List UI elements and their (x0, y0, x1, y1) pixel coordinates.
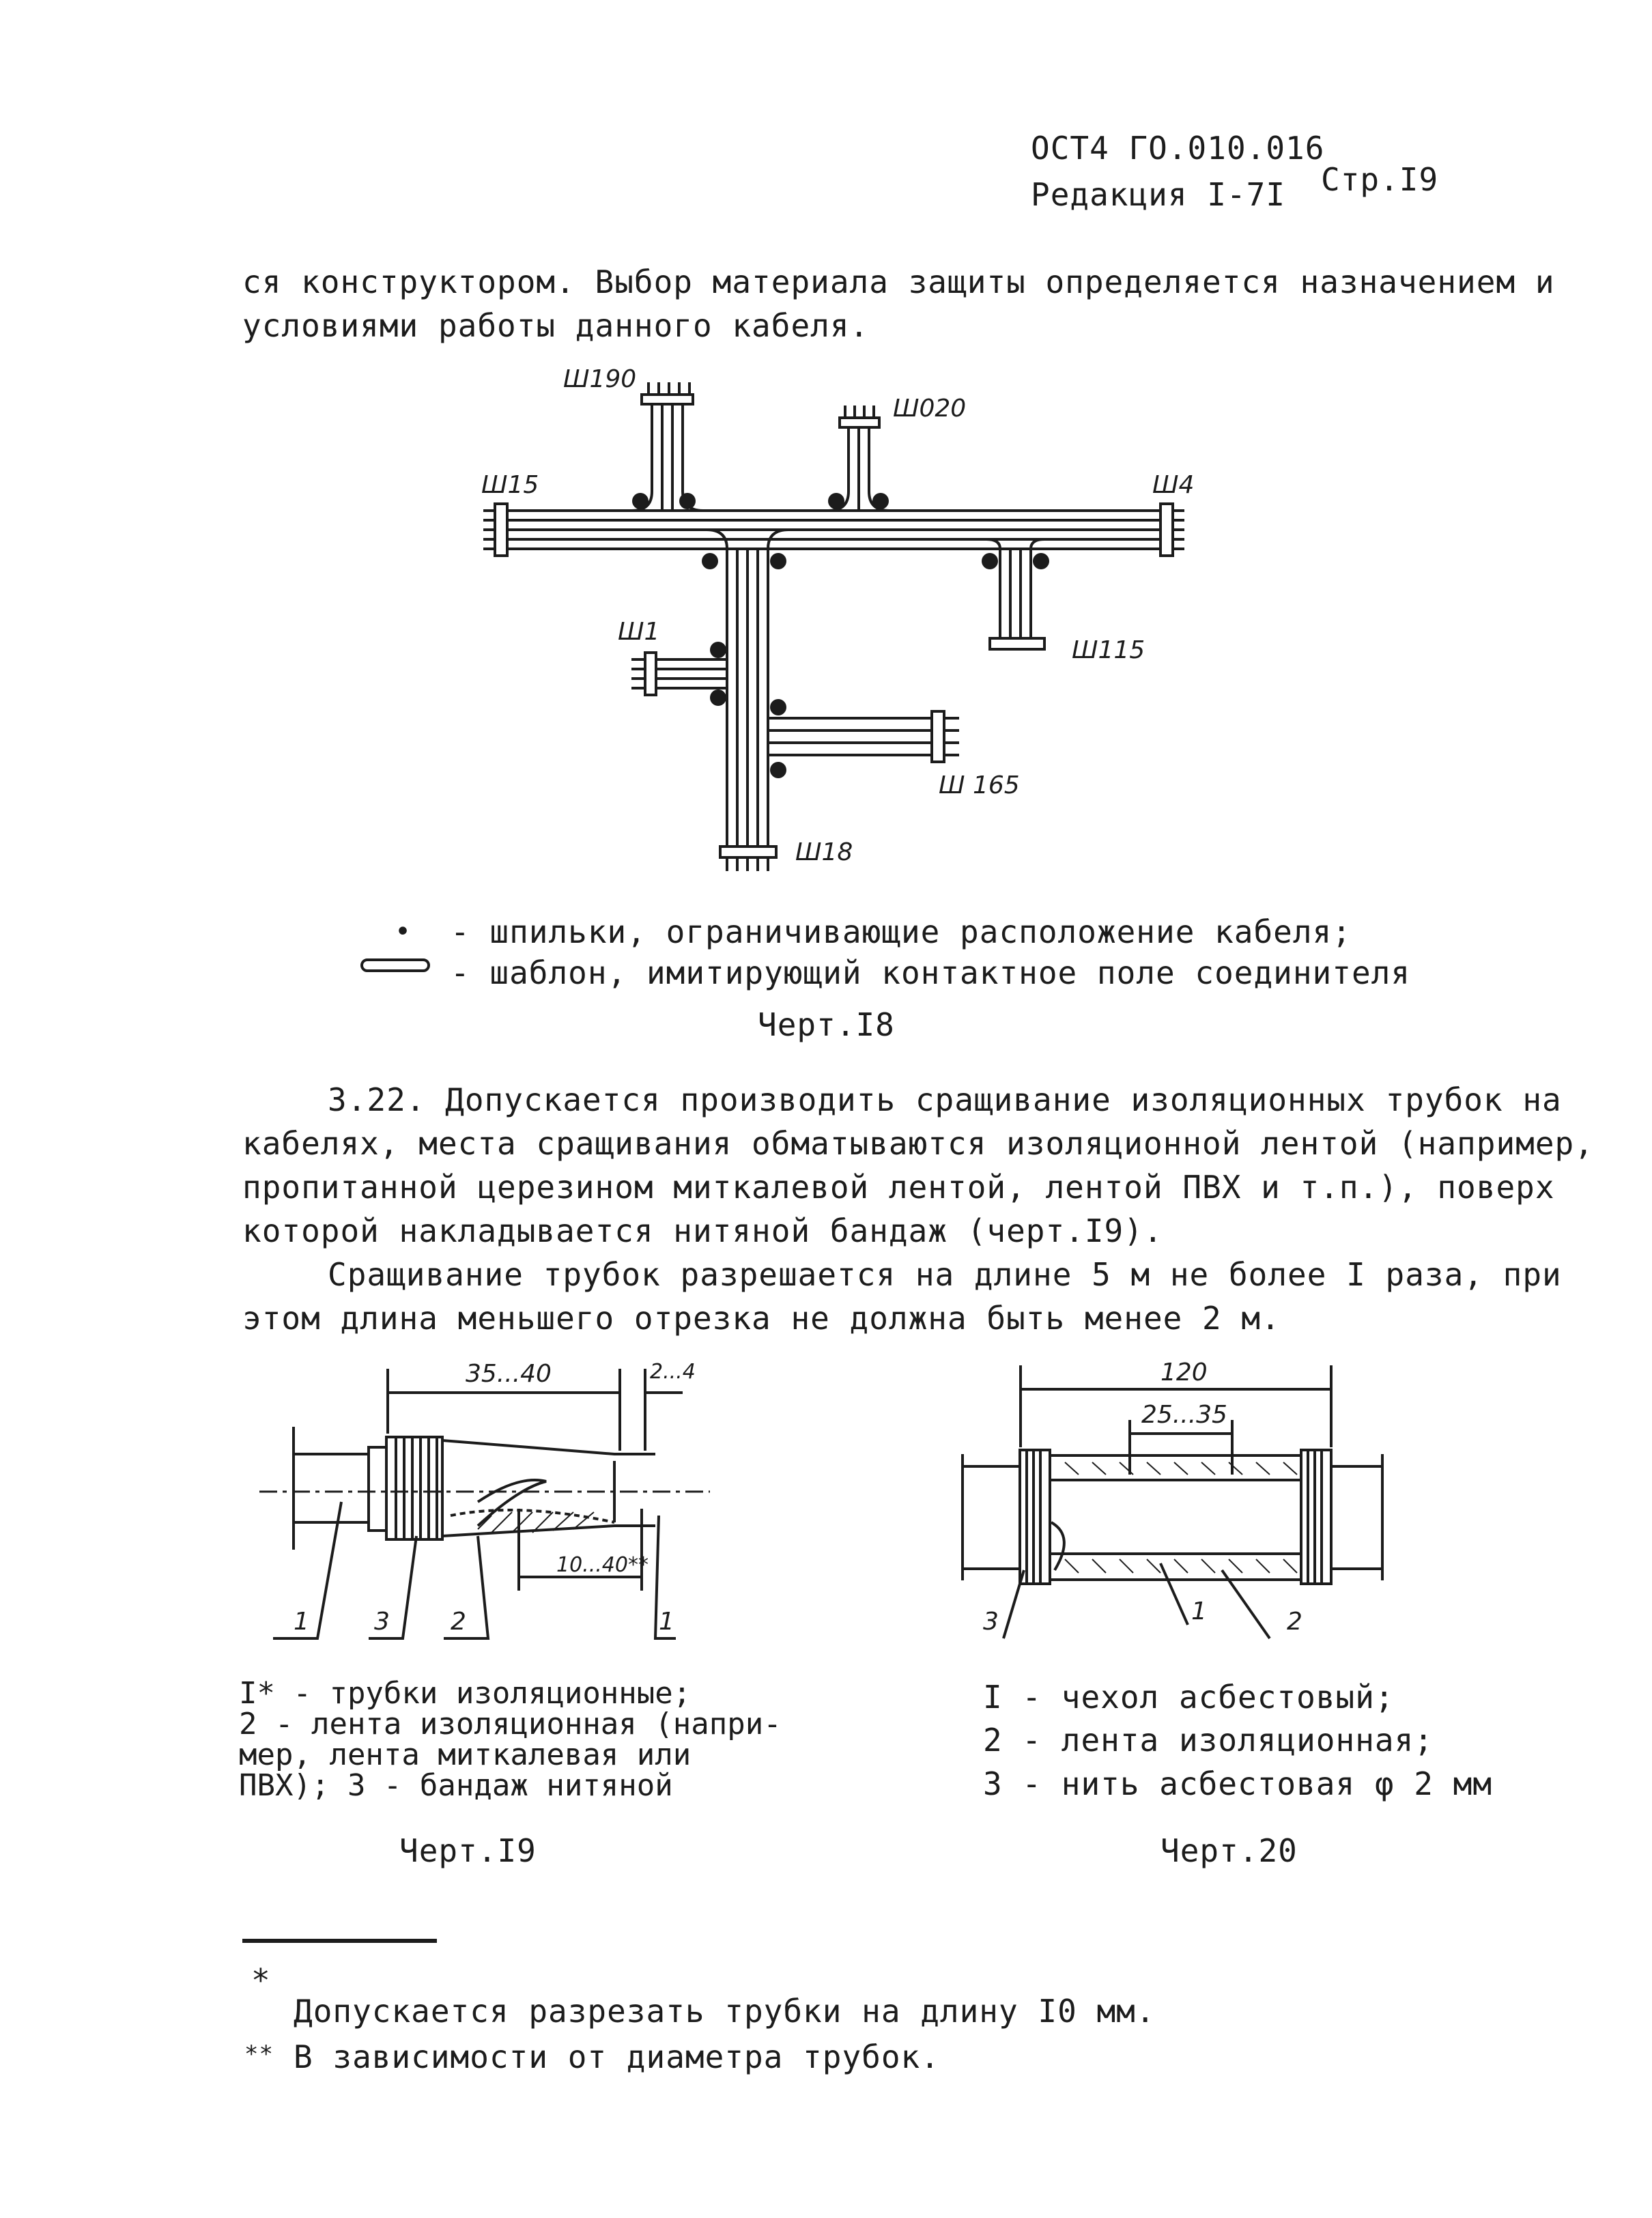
edition: Редакция I-7I (1031, 176, 1286, 213)
connector-label-sh020: Ш020 (893, 395, 967, 423)
callout-1: 1 (1191, 1597, 1207, 1625)
figure-caption: Черт.I8 (758, 1006, 895, 1043)
pin-symbol: • (395, 916, 412, 948)
callout-3: 3 (374, 1608, 390, 1636)
intro-line: ся конструктором. Выбор материала защиты определяется назначением и (242, 264, 1555, 300)
callout-2: 2 (1287, 1608, 1302, 1636)
legend-line: ПВХ); 3 - бандаж нитяной (239, 1768, 673, 1803)
callout-1: 1 (659, 1608, 674, 1636)
dimension-inner: 25...35 (1141, 1401, 1227, 1429)
paragraph-line: кабелях, места сращивания обматываются изоляционной лентой (например, (242, 1125, 1594, 1162)
legend-line: 2 - лента изоляционная (напри- (239, 1707, 782, 1741)
legend-line: 3 - нить асбестовая φ 2 мм (983, 1765, 1493, 1802)
paragraph-line: 3.22. Допускается производить сращивание изоляционных трубок на (328, 1081, 1562, 1118)
connector-label-sh4: Ш4 (1152, 471, 1195, 499)
legend-line: мер, лента миткалевая или (239, 1737, 692, 1772)
connector-label-sh15: Ш15 (481, 471, 539, 499)
paragraph-line: этом длина меньшего отрезка не должна быть менее 2 м. (242, 1300, 1281, 1337)
connector-label-sh165: Ш 165 (939, 771, 1020, 799)
legend-pins: - шпильки, ограничивающие расположение кабеля; (451, 913, 1352, 950)
paragraph-line: Сращивание трубок разрешается на длине 5 м не более I раза, при (328, 1256, 1562, 1293)
callout-3: 3 (983, 1608, 999, 1636)
footnote-rule (242, 1939, 437, 1943)
figure-caption: Черт.20 (1160, 1832, 1298, 1869)
page-number: Стр.I9 (1321, 161, 1439, 198)
dimension-main: 35...40 (466, 1360, 552, 1388)
figure-caption: Черт.I9 (399, 1832, 537, 1869)
legend-line: I - чехол асбестовый; (983, 1679, 1395, 1716)
paragraph-line: которой накладывается нитяной бандаж (черт.I9). (242, 1212, 1163, 1249)
connector-label-sh18: Ш18 (795, 838, 853, 866)
document-code: ОСТ4 ГО.010.016 (1031, 130, 1325, 167)
connector-label-sh190: Ш190 (563, 365, 637, 393)
footnote-mark: * (251, 1962, 271, 1999)
dimension-cut: 10...40** (556, 1553, 649, 1577)
callout-1: 1 (294, 1608, 309, 1636)
connector-label-sh1: Ш1 (618, 618, 660, 646)
connector-label-sh115: Ш115 (1072, 636, 1145, 664)
footnote-mark: ** (244, 2041, 274, 2068)
legend-template: - шаблон, имитирующий контактное поле соединителя (451, 954, 1411, 991)
intro-line: условиями работы данного кабеля. (242, 307, 870, 344)
legend-line: I* - трубки изоляционные; (239, 1676, 692, 1711)
legend-line: 2 - лента изоляционная; (983, 1722, 1434, 1759)
paragraph-line: пропитанной церезином миткалевой лентой, лентой ПВХ и т.п.), поверх (242, 1169, 1555, 1206)
callout-2: 2 (451, 1608, 466, 1636)
footnote-text: В зависимости от диаметра трубок. (294, 2038, 940, 2075)
dimension-small: 2...4 (650, 1360, 696, 1384)
dimension-total: 120 (1160, 1359, 1208, 1387)
footnote-text: Допускается разрезать трубки на длину I0 мм. (294, 1993, 1156, 2030)
